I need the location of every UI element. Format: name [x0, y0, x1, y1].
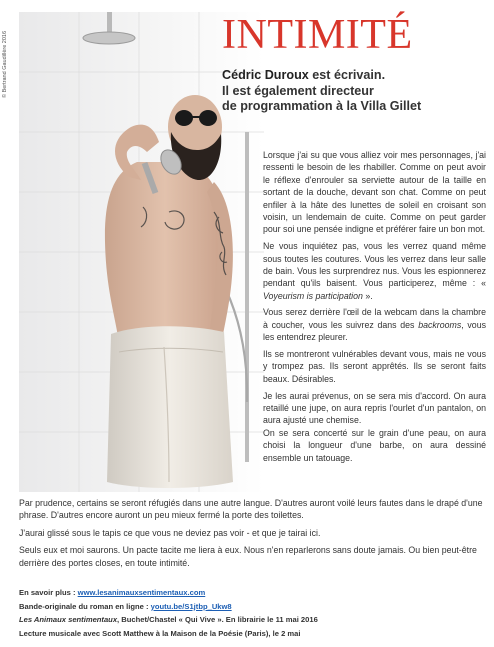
- paragraph: Seuls eux et moi saurons. Un pacte tacite me liera à eux. Nous n'en reparlerons sans doute jamais. Ou bien peut-être derrière des portes closes, en toute intimité.: [19, 545, 477, 568]
- paragraph: Par prudence, certains se seront réfugiés dans une autre langue. D'autres auront voilé leurs fautes dans le drapé d'une phrase. D'autres encore auront un peu mieux fermé la porte des toilettes.: [19, 498, 483, 521]
- paragraph: Vous serez derrière l'œil de la webcam dans la chambre à coucher, vous les suivrez dans des backrooms, vous les entendrez pleurer.: [263, 307, 486, 343]
- article-title: INTIMITÉ: [222, 12, 413, 58]
- italic-word: backrooms: [418, 319, 462, 330]
- paragraph: Je les aurai prévenus, on se sera mis d'accord. On aura retaillé une jupe, on aura repris l'ourlet d'un pantalon, on aura ajusté une chemise.: [263, 390, 486, 426]
- info-footer: En savoir plus : www.lesanimauxsentimentaux.com Bande-originale du roman en ligne : youtu.be/S1jtbp_Ukw8 Les Animaux sentimentaux, Buchet/Chastel « Qui Vive ». En librairie le 11 mai 2016 Lecture musicale avec Scott Matthew à la Maison de la Poésie (Paris), le 2 mai: [19, 587, 486, 642]
- website-link[interactable]: www.lesanimauxsentimentaux.com: [77, 588, 206, 597]
- author-name: Cédric Duroux: [222, 68, 309, 82]
- paragraph: Ils se montreront vulnérables devant vous, mais ne vous y trompez pas. Ils seront apprêtés. Ils se seront faits beaux. Désirables.: [263, 348, 486, 384]
- author-subtitle: Cédric Duroux est écrivain. Il est également directeur de programmation à la Villa Gillet: [222, 68, 422, 113]
- photo-credit: © Bertrand Gaudillère 2016: [2, 30, 8, 98]
- reading-info: Lecture musicale avec Scott Matthew à la Maison de la Poésie (Paris), le 2 mai: [19, 629, 301, 639]
- article-bottom-text: [19, 497, 486, 574]
- paragraph: Lorsque j'ai su que vous alliez voir mes personnages, j'ai ressenti le besoin de les rhabiller. Comme on peut avoir le réflexe d'enrouler sa serviette autour de la taille en sortant de la douche, devant son chat. Comme on peut enfiler à la hâte des lunettes de soleil en croisant son voisin, un lendemain de cuite. Comme on peut garder pour soi une pensée indigne et préférer faire un bon mot.: [263, 150, 486, 235]
- book-title: Les Animaux sentimentaux: [19, 615, 118, 625]
- article-column: [263, 149, 486, 468]
- italic-quote: Voyeurism is participation: [263, 290, 363, 301]
- youtube-link[interactable]: youtu.be/S1jtbp_Ukw8: [150, 601, 232, 611]
- paragraph: J'aurai glissé sous le tapis ce que vous ne deviez pas voir - et que je tairai ici.: [19, 527, 321, 538]
- paragraph: Ne vous inquiétez pas, vous les verrez quand même sous toutes les coutures. Vous les verrez dans leur salle de bain. Vous les surprendrez nus. Vous les espionnerez pendant qu'ils baisent. Vous participerez, même : « Voyeurism is participation ».: [263, 241, 486, 301]
- paragraph: On se sera concerté sur le grain d'une peau, on aura choisi la longueur d'une barbe, on aura dessiné ensemble un tatouage.: [263, 427, 486, 463]
